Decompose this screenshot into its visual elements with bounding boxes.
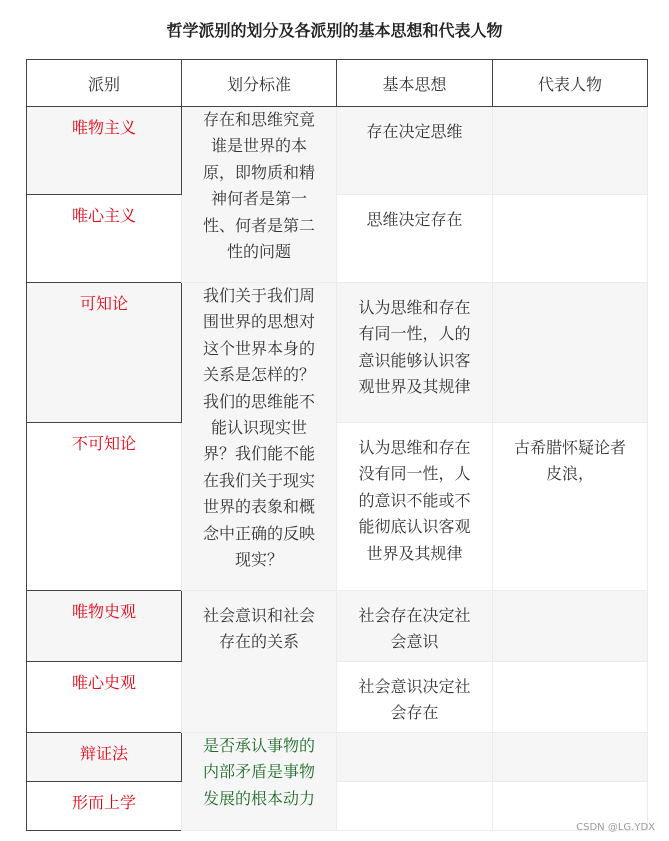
header-thought: 基本思想 (337, 60, 493, 107)
faction-cell: 唯心主义 (27, 195, 182, 283)
criterion-cell: 存在和思维究竟谁是世界的本原，即物质和精神何者是第一性、何者是第二性的问题 (182, 107, 337, 283)
table-row (27, 733, 648, 782)
thought-cell: 社会意识决定社会存在 (337, 662, 493, 733)
person-cell (493, 662, 648, 733)
header-criterion: 划分标准 (182, 60, 337, 107)
criterion-cell: 我们关于我们周围世界的思想对这个世界本身的关系是怎样的？我们的思维能不能认识现实世界？我们能不能在我们关于现实世界的表象和概念中正确的反映现实？ (182, 283, 337, 591)
person-cell (493, 733, 648, 782)
table-row (27, 195, 648, 283)
page-title: 哲学派别的划分及各派别的基本思想和代表人物 (166, 21, 503, 40)
faction-cell: 形而上学 (27, 782, 182, 831)
table-row (27, 283, 648, 423)
person-cell (493, 591, 648, 662)
faction-cell: 唯物主义 (27, 107, 182, 195)
table-header-row (27, 60, 648, 107)
thought-cell (337, 782, 493, 831)
thought-cell: 认为思维和存在有同一性，人的意识能够认识客观世界及其规律 (337, 283, 493, 423)
person-cell (493, 195, 648, 283)
table-row (27, 662, 648, 733)
faction-cell: 唯心史观 (27, 662, 182, 733)
header-faction: 派别 (27, 60, 182, 107)
watermark: CSDN @LG.YDX (576, 822, 655, 833)
table-row (27, 423, 648, 591)
header-person: 代表人物 (493, 60, 648, 107)
table-row (27, 107, 648, 195)
table-row (27, 591, 648, 662)
thought-cell: 认为思维和存在没有同一性，人的意识不能或不能彻底认识客观世界及其规律 (337, 423, 493, 591)
faction-cell: 可知论 (27, 283, 182, 423)
thought-cell: 思维决定存在 (337, 195, 493, 283)
person-cell: 古希腊怀疑论者皮浪， (493, 423, 648, 591)
thought-cell (337, 733, 493, 782)
person-cell (493, 283, 648, 423)
faction-cell: 唯物史观 (27, 591, 182, 662)
person-cell (493, 107, 648, 195)
criterion-cell: 是否承认事物的内部矛盾是事物发展的根本动力 (182, 733, 337, 831)
philosophy-table (26, 59, 648, 831)
faction-cell: 不可知论 (27, 423, 182, 591)
criterion-cell: 社会意识和社会存在的关系 (182, 591, 337, 733)
faction-cell: 辩证法 (27, 733, 182, 782)
table-row (27, 782, 648, 831)
thought-cell: 存在决定思维 (337, 107, 493, 195)
thought-cell: 社会存在决定社会意识 (337, 591, 493, 662)
